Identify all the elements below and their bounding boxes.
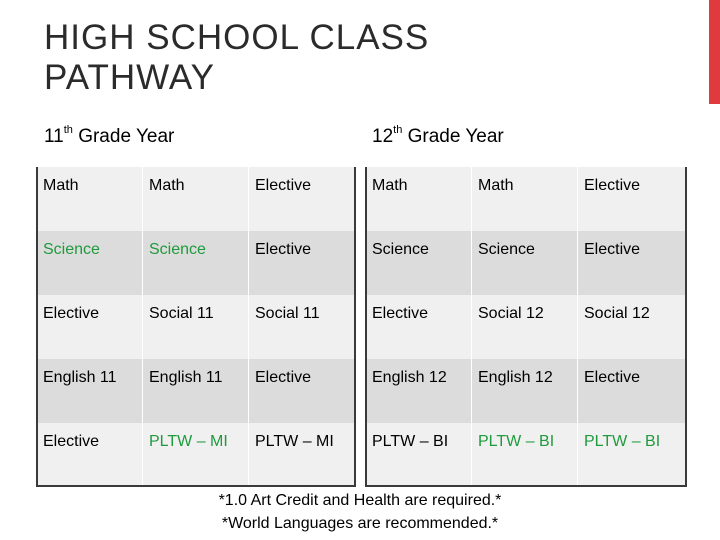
grade-12-cell: Science bbox=[366, 231, 472, 295]
grade-11-cell: English 11 bbox=[143, 359, 249, 423]
grade-11-cell: PLTW – MI bbox=[143, 423, 249, 487]
grade-12-label: Grade Year bbox=[402, 126, 504, 147]
grade-11-cell: Elective bbox=[37, 423, 143, 487]
grade-12-cell: Math bbox=[366, 167, 472, 231]
grade-11-cell: English 11 bbox=[37, 359, 143, 423]
grade-11-label: Grade Year bbox=[72, 126, 175, 147]
grade-12-cell: Elective bbox=[578, 231, 686, 295]
grade-11-cell: Social 11 bbox=[143, 295, 249, 359]
grade-12-cell: Science bbox=[472, 231, 578, 295]
grade-11-cell: Science bbox=[143, 231, 249, 295]
grade-11-cell: Math bbox=[37, 167, 143, 231]
note-world-languages: *World Languages are recommended.* bbox=[221, 515, 499, 532]
grade-12-cell: PLTW – BI bbox=[472, 423, 578, 487]
grade-12-table bbox=[366, 167, 686, 487]
grade-12-cell: English 12 bbox=[472, 359, 578, 423]
grade-11-cell: Elective bbox=[249, 167, 355, 231]
grade-12-suffix: th bbox=[393, 124, 403, 136]
grade-11-table bbox=[37, 167, 355, 487]
grade-11-number: 11 bbox=[44, 126, 64, 147]
grade-12-cell: Elective bbox=[578, 359, 686, 423]
grade-12-heading bbox=[372, 126, 504, 148]
grade-11-suffix: th bbox=[63, 124, 73, 136]
title-line-1: HIGH SCHOOL CLASS bbox=[44, 18, 430, 57]
grade-11-cell: Math bbox=[143, 167, 249, 231]
grade-12-number: 12 bbox=[372, 126, 394, 147]
grade-11-cell: Elective bbox=[249, 359, 355, 423]
accent-bar bbox=[709, 0, 720, 104]
grade-12-cell: Social 12 bbox=[578, 295, 686, 359]
slide-title bbox=[44, 18, 429, 98]
grade-12-cell: PLTW – BI bbox=[366, 423, 472, 487]
grade-12-cell: PLTW – BI bbox=[578, 423, 686, 487]
note-art-health: *1.0 Art Credit and Health are required.* bbox=[218, 492, 502, 509]
grade-12-cell: English 12 bbox=[366, 359, 472, 423]
grade-12-cell: Elective bbox=[366, 295, 472, 359]
grade-11-cell: Elective bbox=[249, 231, 355, 295]
grade-11-cell: Social 11 bbox=[249, 295, 355, 359]
grade-12-cell: Social 12 bbox=[472, 295, 578, 359]
grade-12-cell: Math bbox=[472, 167, 578, 231]
grade-11-cell: PLTW – MI bbox=[249, 423, 355, 487]
grade-12-cell: Elective bbox=[578, 167, 686, 231]
grade-11-cell: Science bbox=[37, 231, 143, 295]
grade-11-cell: Elective bbox=[37, 295, 143, 359]
title-line-2: PATHWAY bbox=[44, 58, 215, 97]
grade-11-heading bbox=[44, 126, 174, 148]
